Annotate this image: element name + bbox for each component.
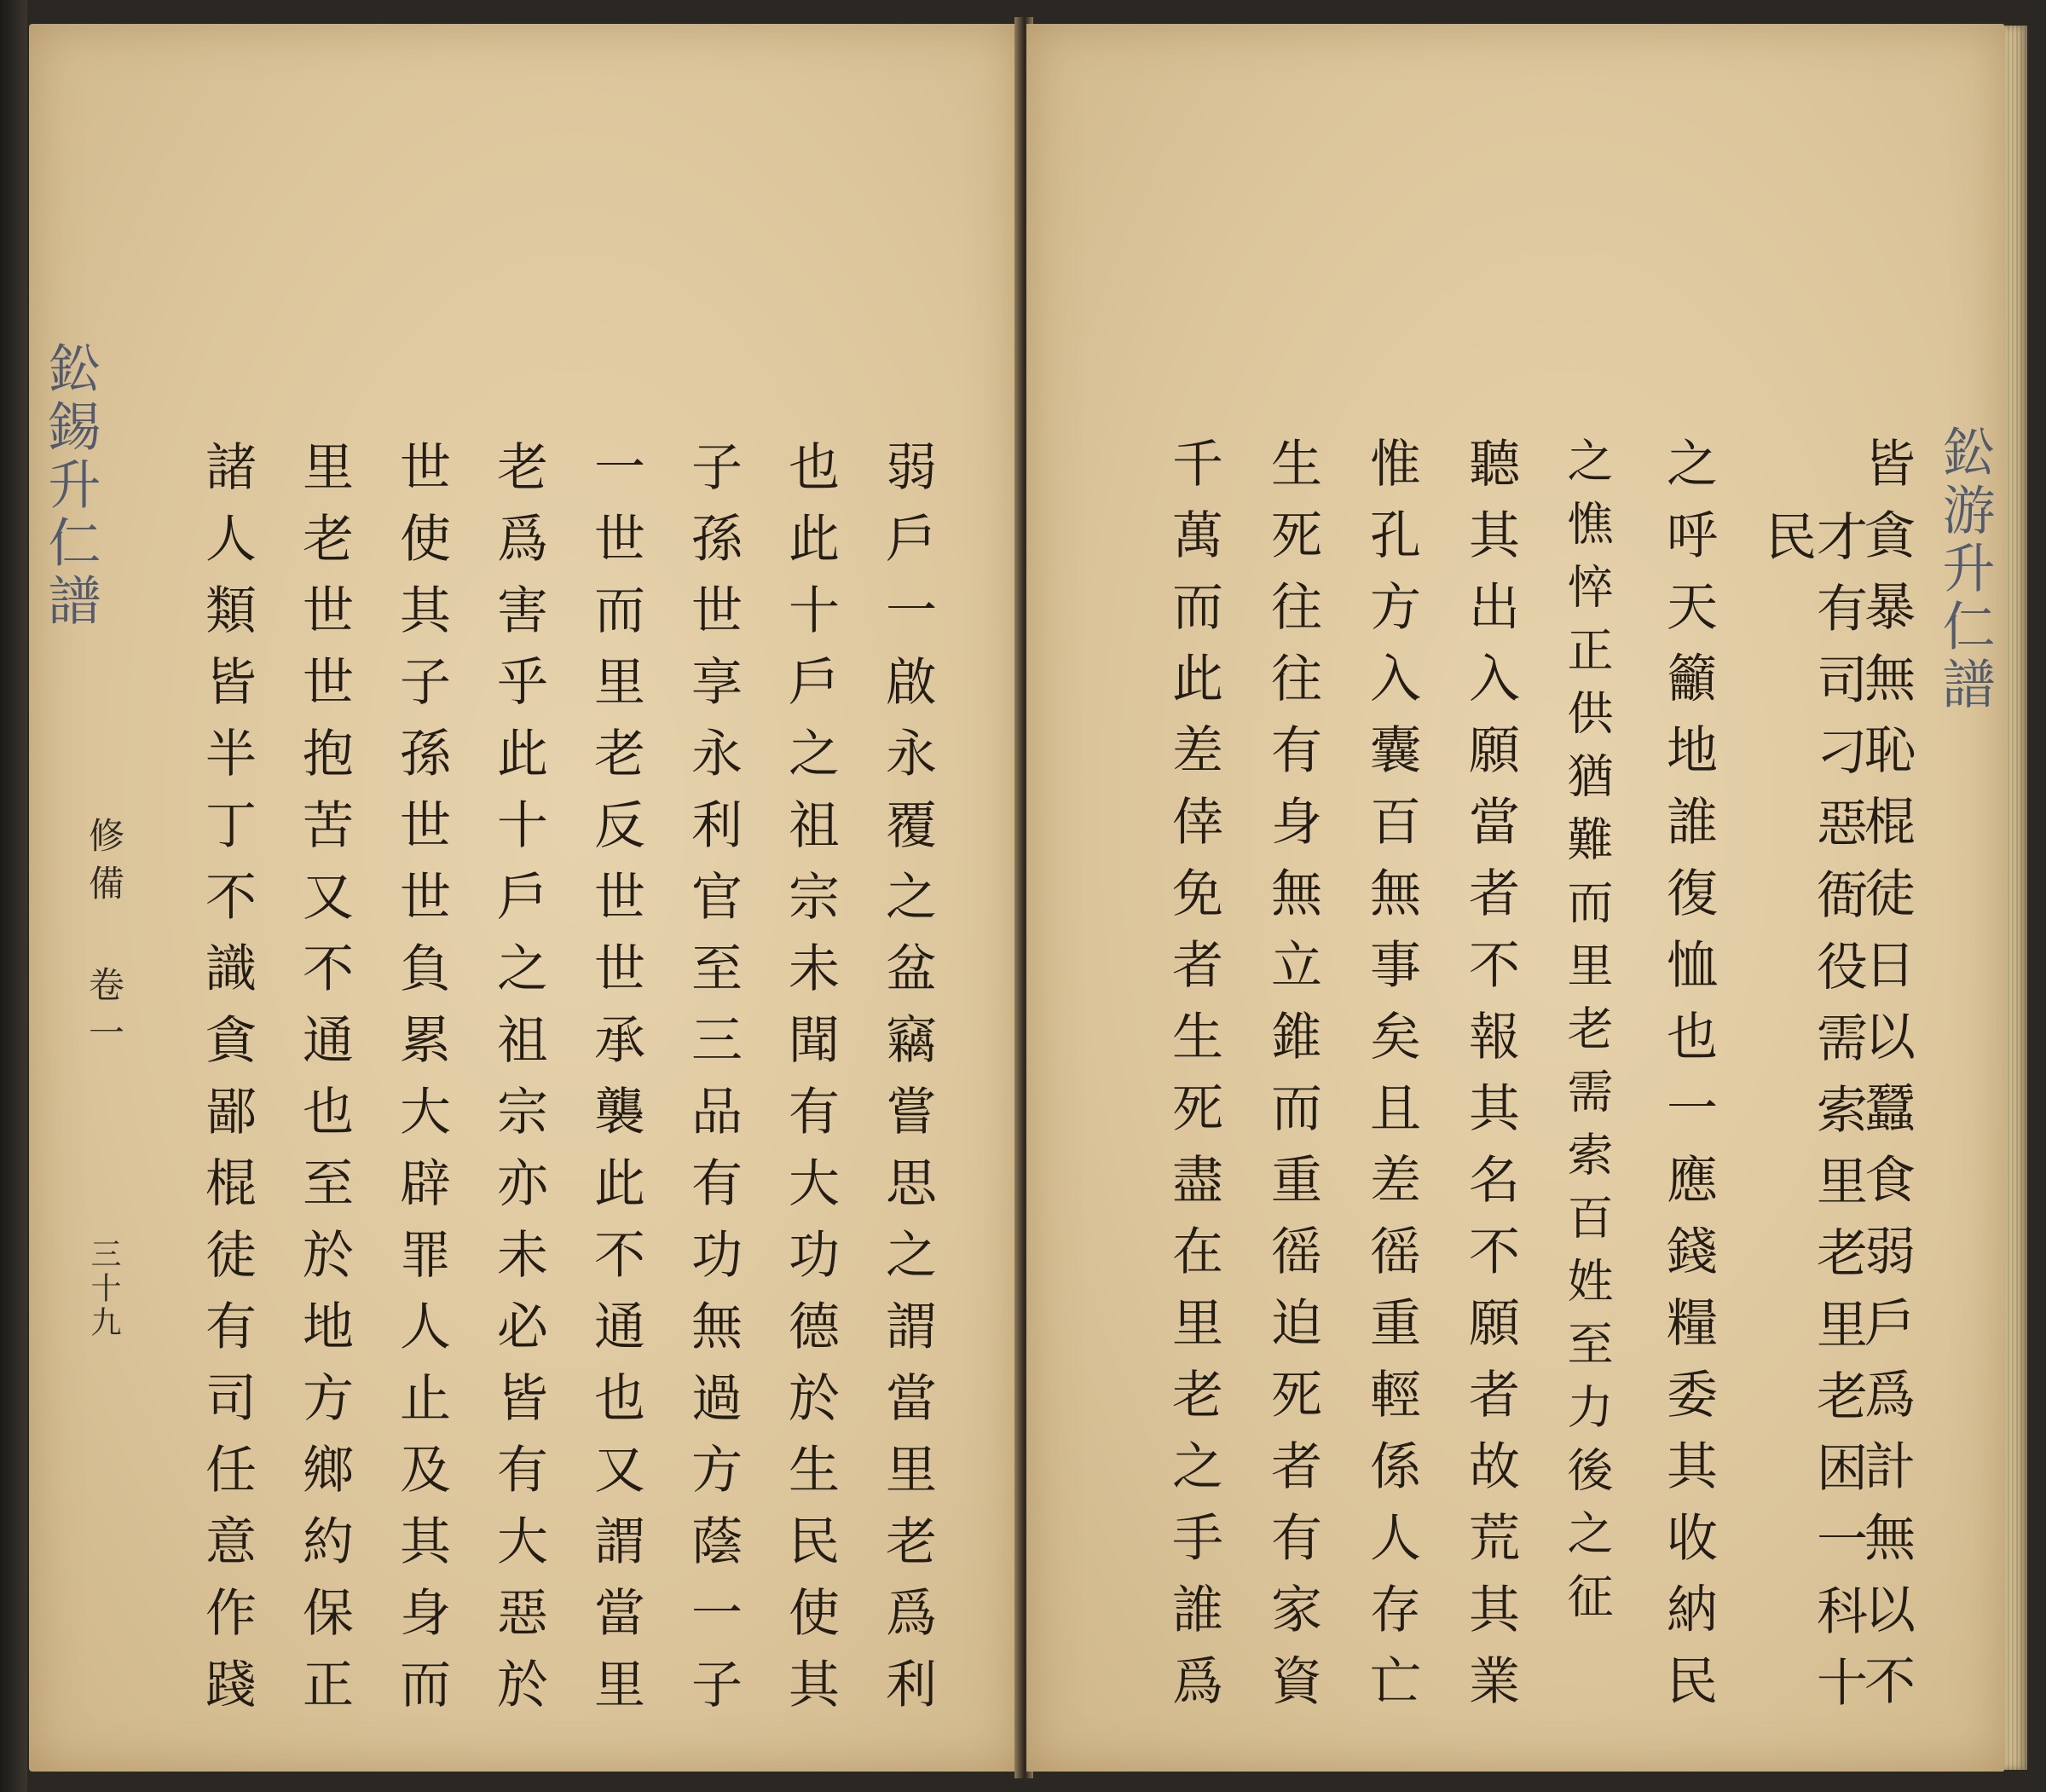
left-text-column-4: 一世而里老反世世承襲此不通也又謂當里 <box>586 440 645 1729</box>
right-page <box>1026 24 2005 1772</box>
right-text-column-2: 才有司刁惡衙役需索里老里老困一科十民 <box>1757 510 1868 1727</box>
left-text-column-1: 弱戶一啟永覆之盆竊嘗思之謂當里老爲利 <box>877 440 937 1729</box>
right-margin-title: 鈆游升仁譜 <box>1933 425 1996 714</box>
left-text-column-2: 也此十戶之祖宗未聞有大功德於生民使其 <box>780 440 840 1729</box>
right-text-column-3: 之呼天籲地誰復恤也一應錢糧委其收納民 <box>1658 436 1718 1726</box>
page-edge-stack <box>2005 26 2027 1770</box>
right-text-column-1: 皆貪暴無恥棍徒日以蠶食弱戶爲計無以不 <box>1856 436 1916 1726</box>
left-page <box>29 24 1020 1772</box>
left-text-column-7: 里老世世抱苦又不通也至於地方鄉約保正 <box>294 440 354 1729</box>
right-text-column-8: 千萬而此差倖免者生死盡在里老之手誰爲 <box>1164 436 1223 1726</box>
left-text-column-5: 老爲害乎此十戶之祖宗亦未必皆有大惡於 <box>488 440 548 1729</box>
left-section-label: 修備 卷一 <box>84 817 125 1061</box>
left-margin-title: 鈆錫升仁譜 <box>39 341 101 631</box>
right-text-column-5: 聽其出入願當者不報其名不願者故荒其業 <box>1460 436 1520 1726</box>
right-text-column-6: 惟孔方入囊百無事矣且差徭重輕係人存亡 <box>1361 436 1421 1726</box>
left-text-column-3: 子孫世享永利官至三品有功無過方蔭一子 <box>683 440 743 1729</box>
left-text-column-8: 諸人類皆半丁不識貪鄙棍徒有司任意作踐 <box>197 440 257 1729</box>
backdrop <box>0 0 27 1792</box>
left-text-column-6: 世使其子孫世世負累大辟罪人止及其身而 <box>391 440 451 1729</box>
left-folio: 三十九 <box>86 1238 121 1340</box>
right-text-column-4: 之憔悴正供猶難而里老需索百姓至力後之征 <box>1560 436 1614 1635</box>
right-text-column-7: 生死往往有身無立錐而重徭迫死者有家資 <box>1263 436 1322 1726</box>
